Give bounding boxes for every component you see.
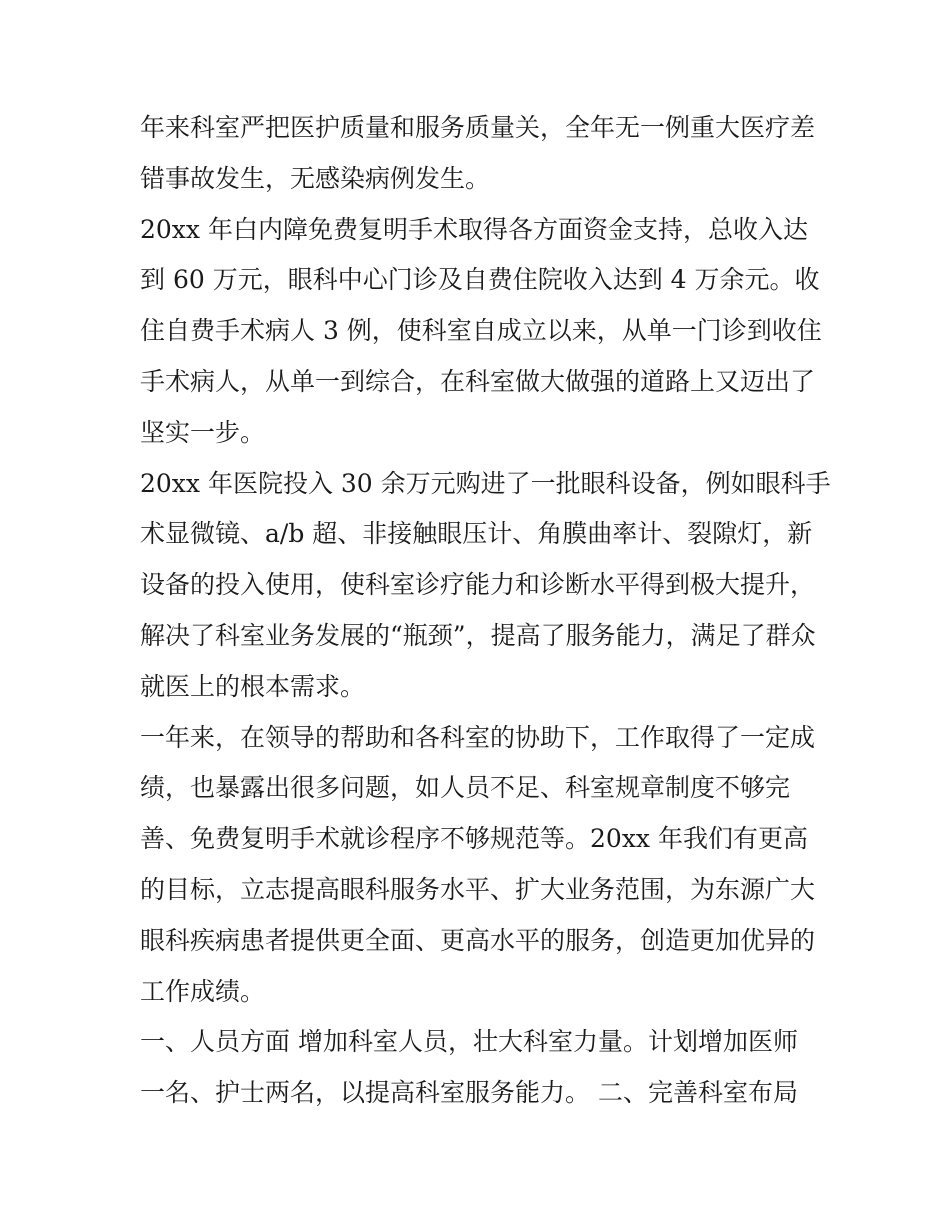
document-body [140, 103, 831, 1119]
paragraph-staffing-plan [140, 1017, 820, 1119]
text-line: 绩，也暴露出很多问题，如人员不足、科室规章制度不够完 [140, 773, 791, 803]
text-line: 住自费手术病人 3 例，使科室自成立以来，从单一门诊到收住 [140, 316, 822, 346]
paragraph-summary [140, 713, 820, 1018]
paragraph-cataract-surgery [140, 205, 820, 459]
text-line: 就医上的根本需求。 [140, 671, 366, 701]
text-line: 坚实一步。 [140, 417, 266, 447]
text-line: 解决了科室业务发展的“瓶颈”，提高了服务能力，满足了群众 [140, 620, 816, 650]
paragraph-quality [140, 103, 820, 205]
text-line: 工作成绩。 [140, 976, 266, 1006]
text-line: 善、免费复明手术就诊程序不够规范等。20xx 年我们有更高 [140, 824, 808, 854]
text-line: 设备的投入使用，使科室诊疗能力和诊断水平得到极大提升， [140, 570, 816, 600]
text-line: 手术病人，从单一到综合，在科室做大做强的道路上又迈出了 [140, 366, 816, 396]
text-line: 术显微镜、a/b 超、非接触眼压计、角膜曲率计、裂隙灯，新 [140, 519, 813, 549]
text-line: 20xx 年白内障免费复明手术取得各方面资金支持，总收入达 [140, 214, 808, 244]
text-line: 眼科疾病患者提供更全面、更高水平的服务，创造更加优异的 [140, 925, 816, 955]
text-line: 的目标，立志提高眼科服务水平、扩大业务范围，为东源广大 [140, 874, 816, 904]
text-line: 一年来，在领导的帮助和各科室的协助下，工作取得了一定成 [140, 722, 816, 752]
paragraph-equipment [140, 459, 831, 713]
text-line: 错事故发生，无感染病例发生。 [140, 163, 491, 193]
text-line: 20xx 年医院投入 30 余万元购进了一批眼科设备，例如眼科手 [140, 468, 831, 498]
text-line: 一名、护士两名，以提高科室服务能力。 二、完善科室布局 [140, 1078, 798, 1108]
text-line: 一、人员方面 增加科室人员，壮大科室力量。计划增加医师 [140, 1027, 798, 1057]
text-line: 到 60 万元，眼科中心门诊及自费住院收入达到 4 万余元。收 [140, 265, 820, 295]
text-line: 年来科室严把医护质量和服务质量关，全年无一例重大医疗差 [140, 113, 816, 142]
